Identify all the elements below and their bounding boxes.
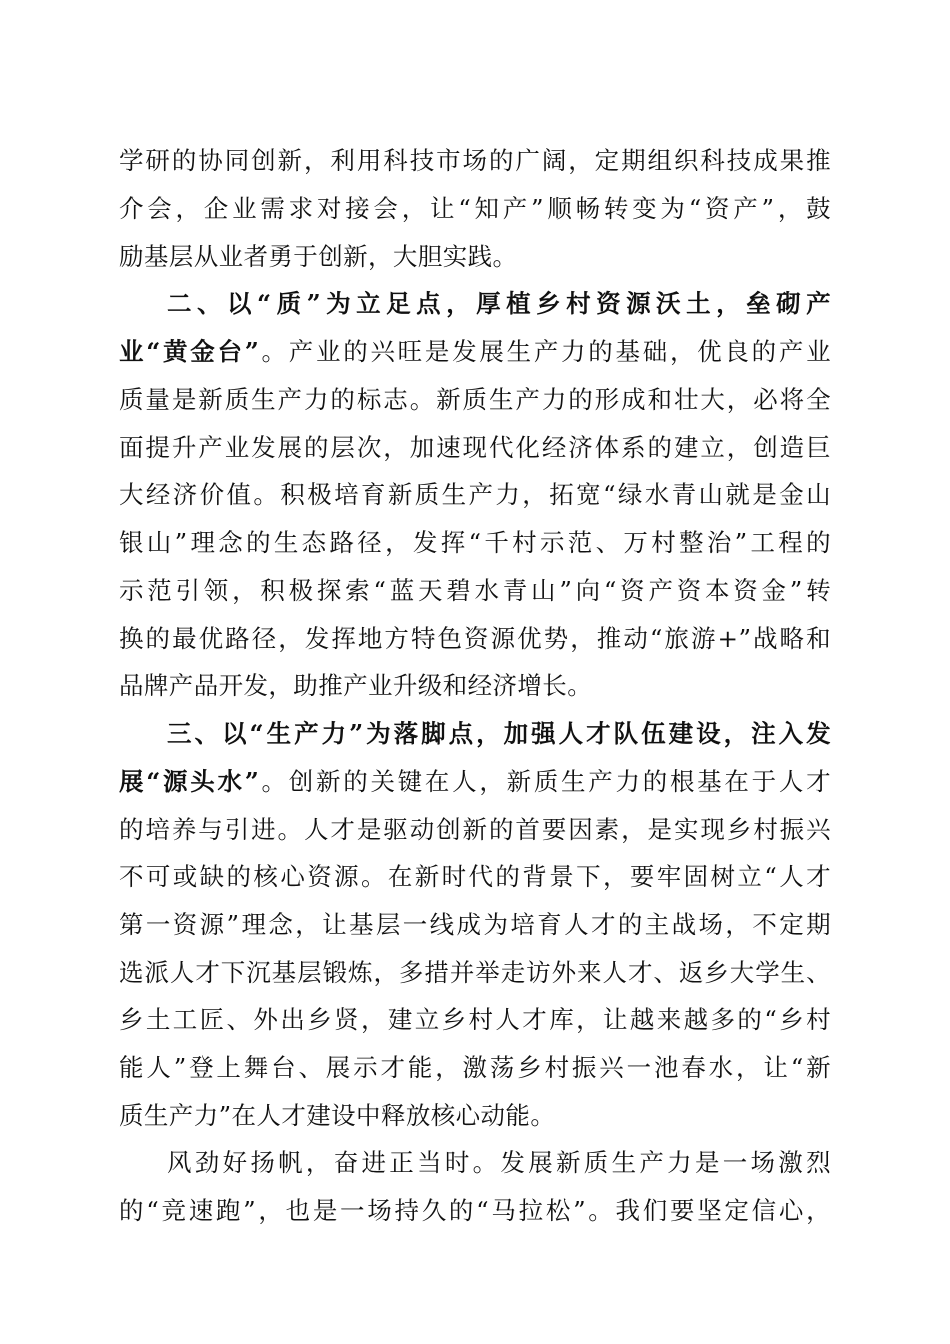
paragraph-4-line-2: 的“竞速跑”，也是一场持久的“马拉松”。我们要坚定信心， bbox=[119, 1196, 831, 1225]
paragraph-3-line-4: 不可或缺的核心资源。在新时代的背景下，要牢固树立“人才 bbox=[119, 862, 831, 891]
paragraph-2-line-8: 换的最优路径，发挥地方特色资源优势，推动“旅游+”战略和 bbox=[119, 624, 831, 653]
paragraph-2-line-4: 面提升产业发展的层次，加速现代化经济体系的建立，创造巨 bbox=[119, 433, 831, 462]
paragraph-2-heading-line-2: 业“黄金台” bbox=[119, 337, 260, 366]
paragraph-3-line-2 bbox=[119, 762, 831, 802]
paragraph-3-line-6: 选派人才下沉基层锻炼，多措并举走访外来人才、返乡大学生、 bbox=[119, 958, 831, 987]
paragraph-1-line-3: 励基层从业者勇于创新，大胆实践。 bbox=[119, 242, 518, 271]
paragraph-2-line-9: 品牌产品开发，助推产业升级和经济增长。 bbox=[119, 671, 593, 700]
paragraph-3-line-9: 质生产力”在人才建设中释放核心动能。 bbox=[119, 1101, 556, 1130]
paragraph-2-heading-line-1: 二、以“质”为立足点，厚植乡村资源沃土，垒砌产 bbox=[167, 289, 831, 318]
paragraph-2-line-7: 示范引领，积极探索“蓝天碧水青山”向“资产资本资金”转 bbox=[119, 576, 831, 605]
paragraph-1-line-2: 介会，企业需求对接会，让“知产”顺畅转变为“资产”，鼓 bbox=[119, 194, 831, 223]
paragraph-3-line-8: 能人”登上舞台、展示才能，激荡乡村振兴一池春水，让“新 bbox=[119, 1053, 831, 1082]
paragraph-2-line-2-text: 。产业的兴旺是发展生产力的基础，优良的产业 bbox=[259, 337, 831, 366]
paragraph-3-line-5: 第一资源”理念，让基层一线成为培育人才的主战场，不定期 bbox=[119, 910, 831, 939]
paragraph-1-line-1: 学研的协同创新，利用科技市场的广阔，定期组织科技成果推 bbox=[119, 146, 831, 175]
paragraph-3-line-7: 乡土工匠、外出乡贤，建立乡村人才库，让越来越多的“乡村 bbox=[119, 1005, 831, 1034]
paragraph-2-line-5: 大经济价值。积极培育新质生产力，拓宽“绿水青山就是金山 bbox=[119, 480, 831, 509]
paragraph-4-line-1: 风劲好扬帆，奋进正当时。发展新质生产力是一场激烈 bbox=[167, 1148, 831, 1177]
paragraph-3-heading-line-2: 展“源头水” bbox=[119, 767, 260, 796]
paragraph-2-line-3: 质量是新质生产力的标志。新质生产力的形成和壮大，必将全 bbox=[119, 385, 831, 414]
paragraph-3-line-2-text: 。创新的关键在人，新质生产力的根基在于人才 bbox=[259, 767, 831, 796]
paragraph-3-heading-line-1: 三、以“生产力”为落脚点，加强人才队伍建设，注入发 bbox=[167, 719, 831, 748]
paragraph-2-line-2 bbox=[119, 332, 831, 372]
paragraph-3-line-3: 的培养与引进。人才是驱动创新的首要因素，是实现乡村振兴 bbox=[119, 815, 831, 844]
paragraph-2-line-6: 银山”理念的生态路径，发挥“千村示范、万村整治”工程的 bbox=[119, 528, 831, 557]
